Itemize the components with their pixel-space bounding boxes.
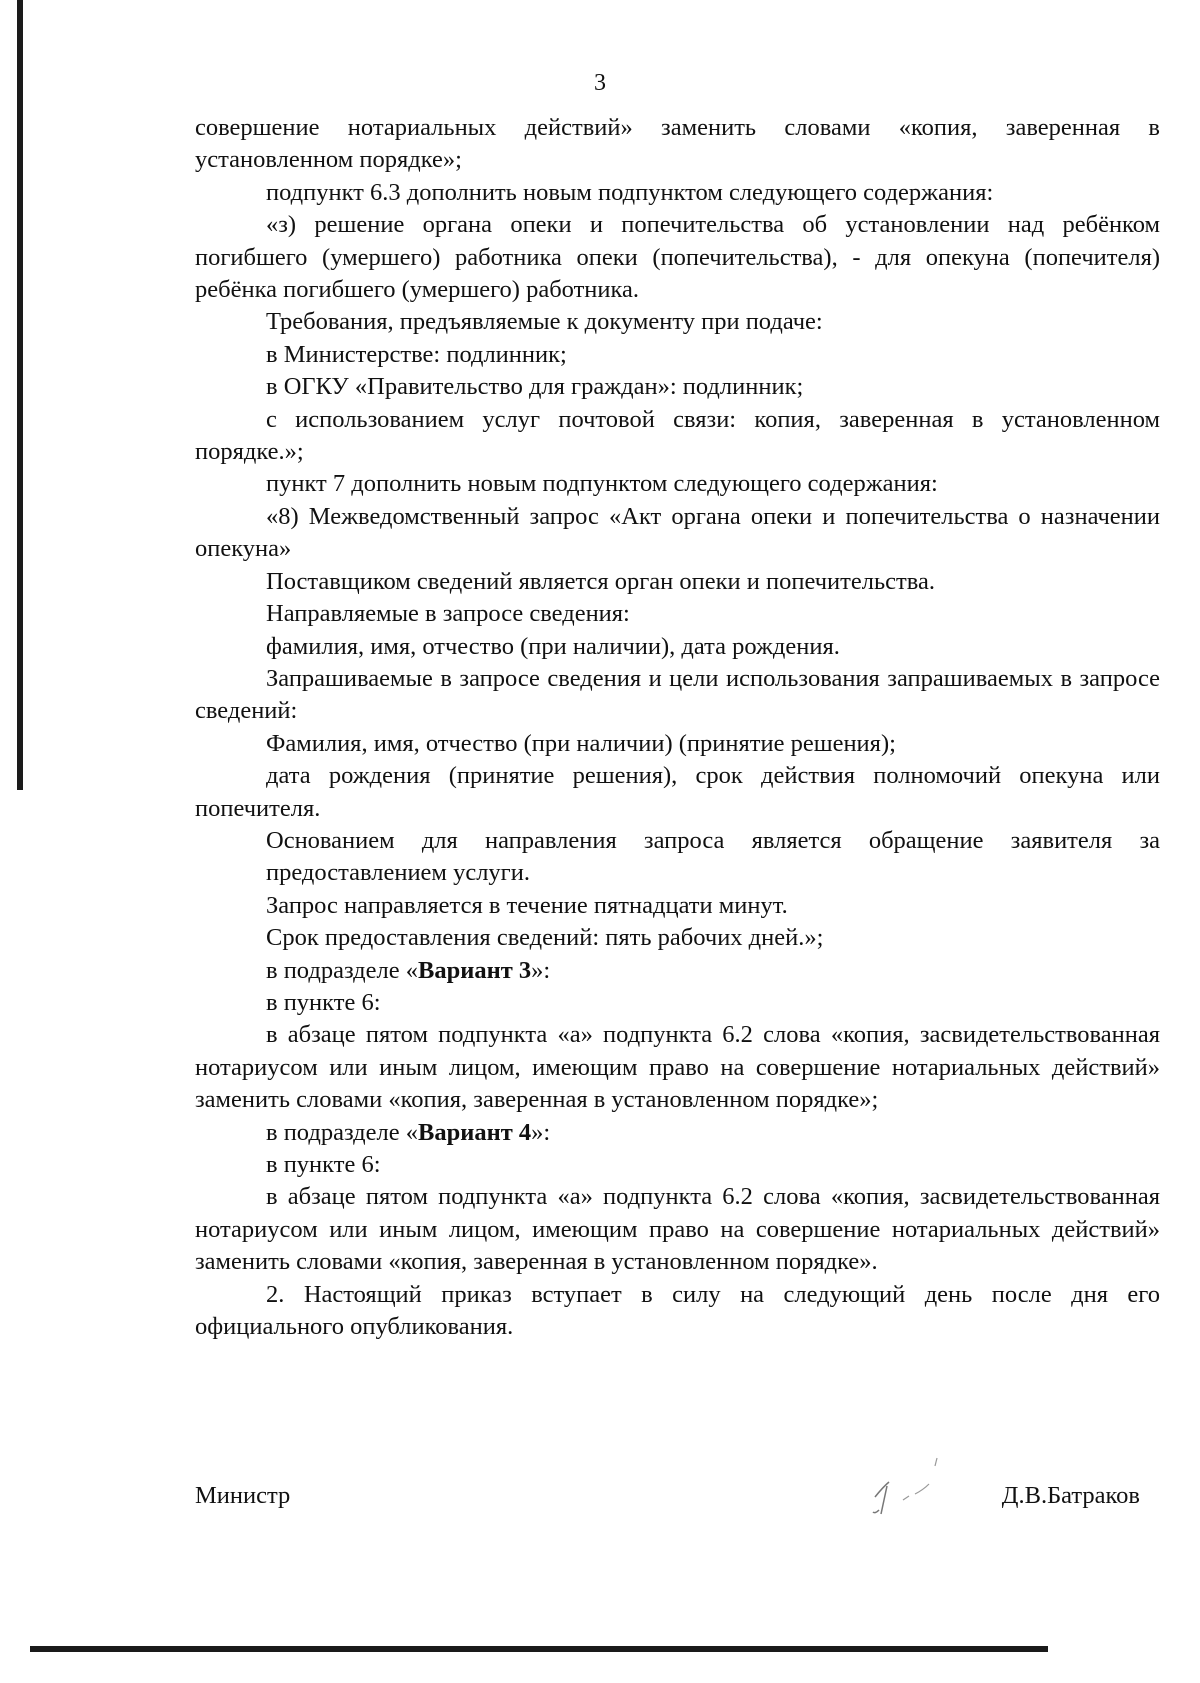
paragraph-subsection-variant-3 (195, 955, 1160, 987)
page-number: 3 (594, 70, 606, 96)
paragraph: совершение нотариальных действий» заменить словами «копия, заверенная в установленном порядке»; (195, 114, 1160, 174)
paragraph: фамилия, имя, отчество (при наличии), дата рождения. (266, 632, 840, 660)
signer-name: Д.В.Батраков (1001, 1482, 1140, 1509)
text-run: »: (531, 1118, 551, 1146)
paragraph: в абзаце пятом подпункта «а» подпункта 6.2 слова «копия, засвидетельствованная нотариусом или иным лицом, имеющим право на совершение нотариальных действий» заменить словами «копия, заверенная в установленном порядке»; (195, 1021, 1160, 1114)
paragraph: подпункт 6.3 дополнить новым подпунктом следующего содержания: (266, 178, 994, 206)
paragraph: в пункте 6: (266, 1151, 381, 1178)
subsection-title: Вариант 3 (418, 956, 532, 984)
signer-title: Министр (195, 1482, 291, 1509)
paragraph: Поставщиком сведений является орган опеки и попечительства. (266, 567, 935, 595)
paragraph: Фамилия, имя, отчество (при наличии) (принятие решения); (266, 729, 896, 757)
paragraph: «8) Межведомственный запрос «Акт органа опеки и попечительства о назначении опекуна» (195, 502, 1160, 563)
paragraph-subsection-variant-4 (195, 1117, 1160, 1149)
paragraph: Срок предоставления сведений: пять рабочих дней.»; (266, 924, 824, 952)
text-run: »: (531, 956, 551, 984)
text-run: в подразделе « (266, 1118, 418, 1146)
paragraph: с использованием услуг почтовой связи: копия, заверенная в установленном порядке.»; (195, 405, 1160, 466)
text-run: в подразделе « (266, 956, 418, 984)
scan-edge-left (17, 0, 23, 790)
paragraph: 2. Настоящий приказ вступает в силу на следующий день после дня его официального опубликования. (195, 1280, 1160, 1341)
paragraph: Направляемые в запросе сведения: (266, 600, 630, 628)
paragraph: в Министерстве: подлинник; (266, 340, 567, 368)
paragraph: Требования, предъявляемые к документу при подаче: (266, 308, 823, 336)
paragraph: пункт 7 дополнить новым подпунктом следующего содержания: (266, 470, 938, 498)
paragraph: дата рождения (принятие решения), срок действия полномочий опекуна или попечителя. (195, 762, 1160, 822)
paragraph: Основанием для направления запроса является обращение заявителя за предоставлением услуги. (266, 826, 1160, 887)
paragraph: «з) решение органа опеки и попечительства об установлении над ребёнком погибшего (умершего) работника опеки (попечительства), - для опекуна (попечителя) ребёнка погибшего (умершего) работника. (195, 211, 1160, 304)
scan-edge-bottom (30, 1646, 1048, 1652)
paragraph: в пункте 6: (266, 988, 381, 1016)
subsection-title: Вариант 4 (418, 1118, 532, 1146)
document-body (195, 112, 1160, 1343)
paragraph: Запрашиваемые в запросе сведения и цели использования запрашиваемых в запросе сведений: (195, 664, 1160, 725)
signature-block (195, 1482, 1160, 1542)
paragraph: Запрос направляется в течение пятнадцати минут. (266, 891, 788, 919)
paragraph: в ОГКУ «Правительство для граждан»: подлинник; (266, 373, 804, 401)
paragraph: в абзаце пятом подпункта «а» подпункта 6.2 слова «копия, засвидетельствованная нотариусом или иным лицом, имеющим право на совершение нотариальных действий» заменить словами «копия, заверенная в установленном порядке». (195, 1183, 1160, 1276)
handwritten-signature (845, 1452, 975, 1542)
